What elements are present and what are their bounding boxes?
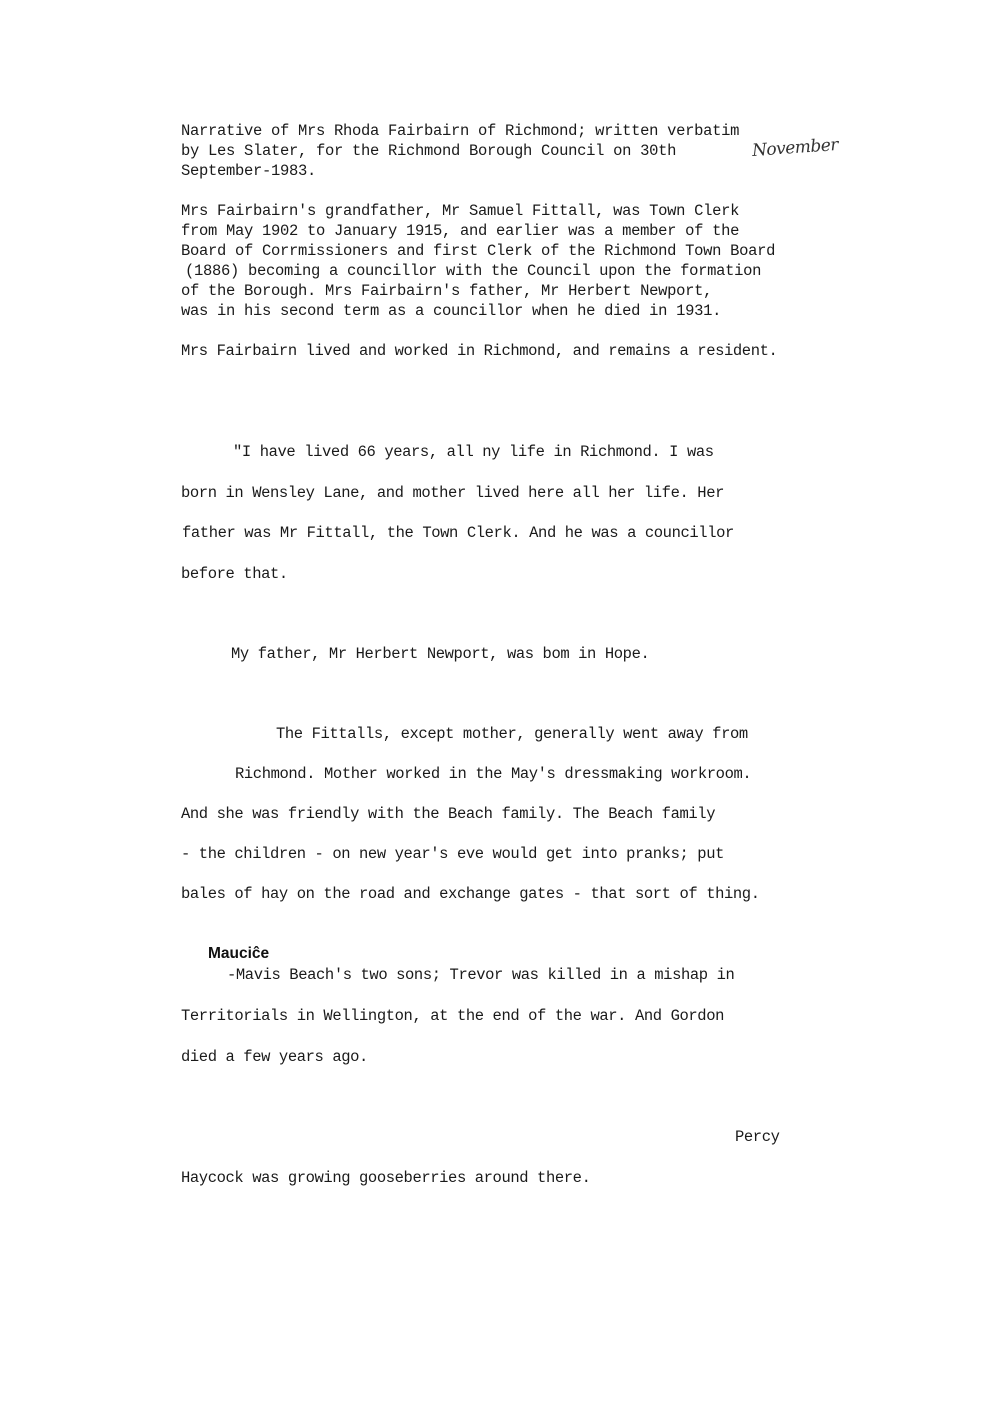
narrative-p1-line-2: born in Wensley Lane, and mother lived here all her life. Her xyxy=(181,484,724,502)
background-line-5: of the Borough. Mrs Fairbairn's father, Mr Herbert Newport, xyxy=(181,282,713,300)
header-line-2: by Les Slater, for the Richmond Borough Council on 30th xyxy=(181,142,677,160)
header-line-1: Narrative of Mrs Rhoda Fairbairn of Richmond; written verbatim xyxy=(181,122,740,140)
narrative-p1-line-3: father was Mr Fittall, the Town Clerk. And he was a councillor xyxy=(182,524,734,542)
background-line-2: from May 1902 to January 1915, and earlier was a member of the xyxy=(181,222,740,240)
narrative-p4-line-1: -Mavis Beach's two sons; Trevor was killed in a mishap in xyxy=(227,966,735,984)
narrative-paragraph-2: My father, Mr Herbert Newport, was bom in Hope. xyxy=(231,645,650,663)
narrative-p5-line-2: Haycock was growing gooseberries around there. xyxy=(181,1169,591,1187)
narrative-p4-line-2: Territorials in Wellington, at the end of the war. And Gordon xyxy=(181,1007,724,1025)
background-line-4: (1886) becoming a councillor with the Council upon the formation xyxy=(185,262,762,280)
background-line-1: Mrs Fairbairn's grandfather, Mr Samuel Fittall, was Town Clerk xyxy=(181,202,740,220)
header-line-3: September-1983. xyxy=(181,162,317,180)
narrative-p3-line-2: Richmond. Mother worked in the May's dressmaking workroom. xyxy=(235,765,752,783)
narrative-p3-line-3: And she was friendly with the Beach family. The Beach family xyxy=(181,805,716,823)
narrative-p3-line-1: The Fittalls, except mother, generally went away from xyxy=(276,725,748,743)
background-line-6: was in his second term as a councillor when he died in 1931. xyxy=(181,302,722,320)
narrative-p4-line-3: died a few years ago. xyxy=(181,1048,368,1066)
residence-line: Mrs Fairbairn lived and worked in Richmond, and remains a resident. xyxy=(181,342,778,360)
background-line-3: Board of Corrmissioners and first Clerk of the Richmond Town Board xyxy=(181,242,776,260)
inserted-name-annotation: Mauciĉe xyxy=(208,945,270,962)
handwritten-annotation: November xyxy=(751,135,839,161)
narrative-p1-line-4: before that. xyxy=(181,565,288,583)
narrative-p1-line-1: "I have lived 66 years, all ny life in Richmond. I was xyxy=(233,443,714,461)
narrative-p5-line-1: Percy xyxy=(735,1128,780,1146)
narrative-p3-line-4: - the children - on new year's eve would get into pranks; put xyxy=(181,845,724,863)
narrative-p3-line-5: bales of hay on the road and exchange gates - that sort of thing. xyxy=(181,885,760,903)
